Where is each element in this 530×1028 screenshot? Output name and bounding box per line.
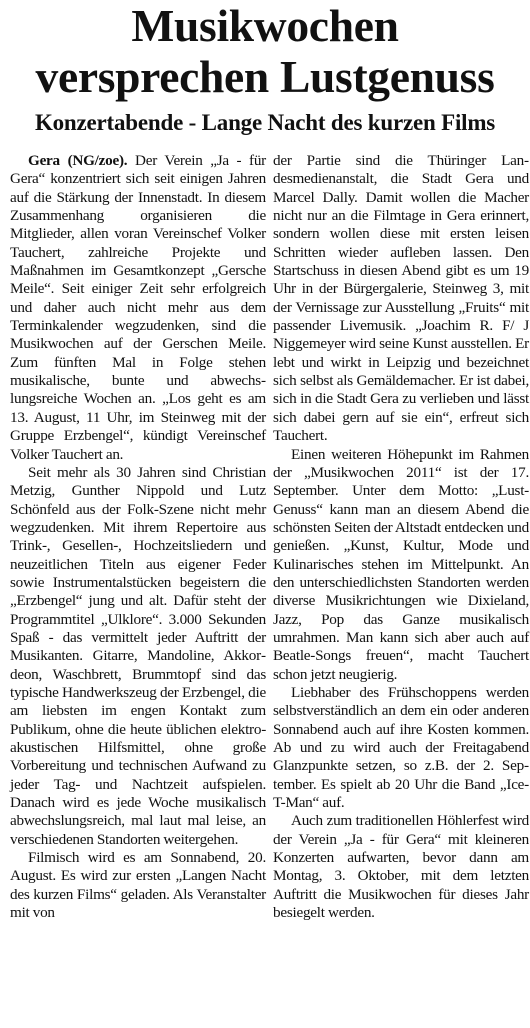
paragraph: Auch zum traditionellen Höhlerfest wird der Verein „Ja - für Gera“ mit kleineren Konzerten aufwarten, bevor dann am Montag, 3. Oktober, mit dem letzten Auftritt die Musikwochen für dieses Jahr besiegelt werden. [273, 812, 529, 922]
paragraph: Einen weiteren Höhepunkt im Rahmen der „Musikwochen 2011“ ist der 17. September. Unter dem Motto: „Lust-Genuss“ kann man an diesem Abend die schönsten Seiten der Altstadt entdecken und genießen. „Kunst, Kultur, Mode und Kulinarisches stehen im Mittelpunkt. An den unterschiedlichsten Standorten werden diverse Musikrichtungen wie Dixieland, Jazz, Pop das Ganze musikalisch umrahmen. Man kann sich aber auch auf Beatle-Songs freuen“, macht Tauchert schon jetzt neugierig. [273, 445, 529, 683]
paragraph: Liebhaber des Frühschoppens werden selbstverständlich an dem ein oder anderen Sonnabend auch auf ihre Kosten kommen. Ab und zu wird auch der Freitagabend Glanzpunkte setzen, so z.B. der 2. September. Es spielt ab 20 Uhr die Band „Ice-T-Man“ auf. [273, 683, 529, 812]
paragraph: Seit mehr als 30 Jahren sind Christian Metzig, Gunther Nippold und Lutz Schönfeld aus der Folk-Szene nicht mehr wegzudenken. Mit ihrem Repertoire aus Trink-, Gesellen-, Hochzeitsliedern und neuzeitlichen Titeln aus eigener Feder sowie Instrumentalstücken begeistern die „Erzbengel“ jung und alt. Dafür steht der Programmtitel „Ulklore“. 3.000 Sekunden Spaß - das vermittelt jeder Auftritt der Musikanten. Gitarre, Mandoline, Akkordeon, Waschbrett, Brummtopf sind das typische Handwerkszeug der Erzbengel, die am liebsten im engen Kontakt zum Publikum, ohne die heute üblichen elektro-akustischen Hilfsmittel, ohne große Vorbereitung und technischen Aufwand zu jeder Tag- und Nachtzeit aufspielen. Danach wird es jede Woche musikalisch abwechslungsreich, mal laut mal leise, an verschiedenen Standorten weitergehen. [10, 463, 266, 848]
dateline: Gera (NG/zoe). [28, 152, 128, 169]
headline-line-1: Musikwochen [131, 0, 399, 51]
article-column-left [10, 152, 266, 922]
paragraph-text: Der Verein „Ja - für Gera“ konzentriert sich seit einigen Jahren auf die Stärkung der Innenstadt. In diesem Zusammenhang organisieren die Mitglieder, allen voran Vereinschef Volker Tauchert, zahlreiche Projekte und Maßnahmen im Gesamtkonzept „Gersche Meile“. Seit einiger Zeit sehr erfolgreich und daher auch nicht mehr aus dem Terminkalender wegzudenken, sind die Musikwochen auf der Gerschen Meile. Zum fünften Mal in Folge stehen musikalische, bunte und abwechslungsreiche Wochen an. „Los geht es am 13. August, 11 Uhr, im Steinweg mit der Gruppe Erzbengel“, kündigt Vereinschef Volker Tauchert an. [10, 152, 266, 463]
headline [0, 0, 530, 102]
paragraph: Filmisch wird es am Sonnabend, 20. August. Es wird zur ersten „Langen Nacht des kurzen Films“ geladen. Als Veranstalter mit von [10, 849, 266, 922]
headline-line-2: versprechen Lustgenuss [35, 51, 495, 102]
paragraph-continued: der Partie sind die Thüringer Landesmedienanstalt, die Stadt Gera und Marcel Dally. Damit wollen die Macher nicht nur an die Filmtage in Gera erinnert, sondern wollen diese mit ersten leisen Schritten wieder aufleben lassen. Den Startschuss in diesen Abend gibt es um 19 Uhr in der Bürgergalerie, Steinweg 3, mit der Vernissage zur Ausstellung „Fruits“ mit passender Livemusik. „Joachim R. F/ J Niggemeyer wird seine Kunst ausstellen. Er lebt und wirkt in Leipzig und bezeichnet sich selbst als Gemäldemacher. Er ist dabei, sich in die Stadt Gera zu verlieben und lässt sich dabei gern auf sie ein“, erfreut sich Tauchert. [273, 152, 529, 445]
article-column-right [273, 152, 529, 922]
subheadline: Konzertabende - Lange Nacht des kurzen Films [34, 110, 496, 135]
paragraph-intro [10, 152, 266, 464]
